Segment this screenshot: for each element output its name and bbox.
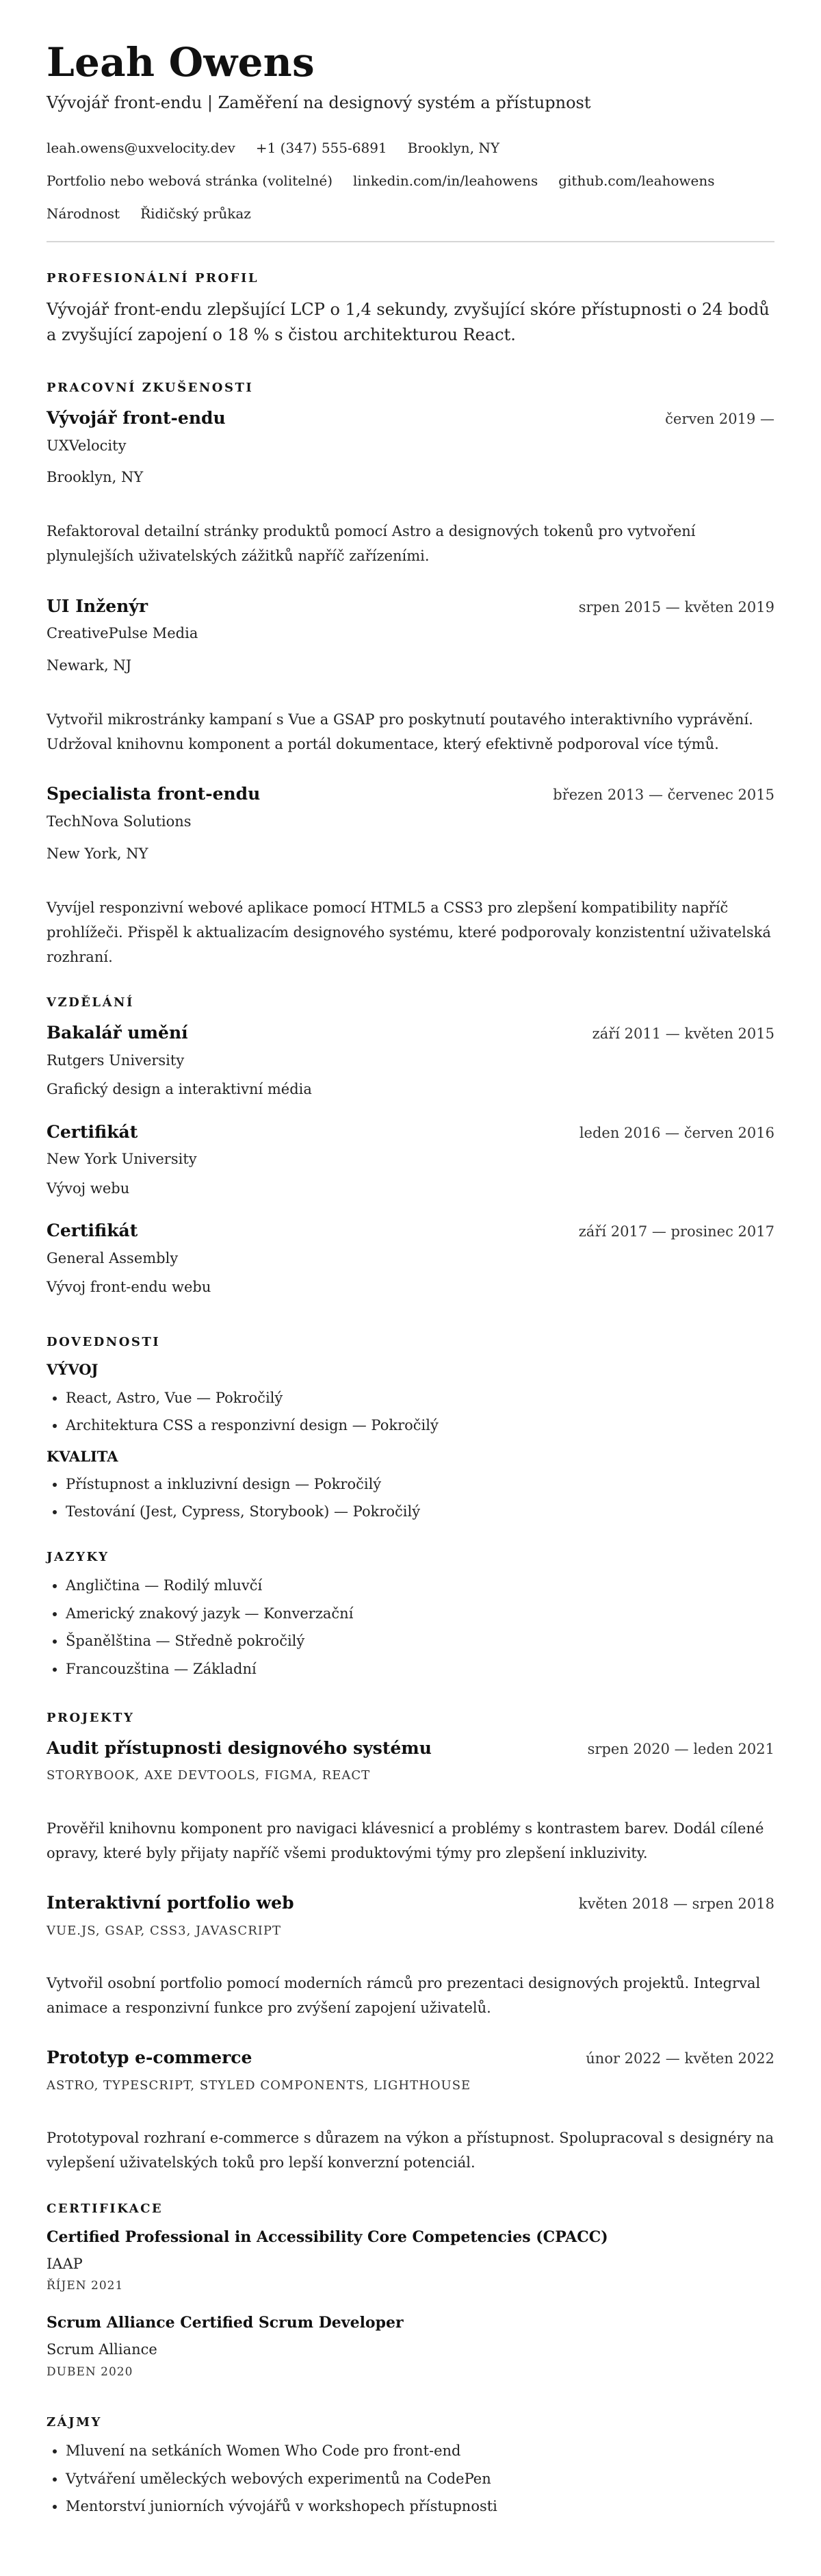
company-name: TechNova Solutions	[47, 813, 192, 830]
profile-summary: Vývojář front-endu zlepšující LCP o 1,4 sekundy, zvyšující skóre přístupnosti o 24 bodů a zvyšující zapojení o 18 % s čistou architekturou React.	[47, 299, 770, 344]
project-name: Interaktivní portfolio web	[47, 1893, 294, 1913]
skill-item: • Architektura CSS a responzivní design — Pokročilý	[66, 1415, 774, 1436]
school-name: New York University	[47, 1151, 197, 1168]
project-item	[47, 2046, 774, 2175]
driving-license-field: Řidičský průkaz	[140, 205, 251, 222]
education-item-head	[47, 1121, 774, 1144]
interest-list	[47, 2440, 774, 2516]
project-item	[47, 1737, 774, 1865]
education-dates: září 2011 — květen 2015	[592, 1025, 774, 1042]
education-dates: leden 2016 — červen 2016	[579, 1124, 774, 1141]
skill-item: • React, Astro, Vue — Pokročilý	[66, 1388, 774, 1408]
education-item	[47, 1121, 774, 1199]
experience-item-head	[47, 407, 774, 430]
projects-section-title: PROJEKTY	[47, 1711, 135, 1726]
experience-item-head	[47, 782, 774, 806]
interest-item: • Vytváření uměleckých webových experimentů na CodePen	[66, 2469, 774, 2489]
experience-section-title: PRACOVNÍ ZKUŠENOSTI	[47, 381, 254, 396]
job-dates: srpen 2015 — květen 2019	[578, 598, 774, 615]
project-item-head	[47, 2046, 774, 2069]
certification-item	[47, 2227, 774, 2293]
project-dates: únor 2022 — květen 2022	[586, 2050, 774, 2067]
job-description: Refaktoroval detailní stránky produktů pomocí Astro a designových tokenů pro vytvoření plynulejších uživatelských zážitků napříč zařízeními.	[47, 523, 696, 565]
certifications-section	[47, 2202, 774, 2380]
project-dates: květen 2018 — srpen 2018	[578, 1896, 774, 1912]
experience-section	[47, 381, 774, 969]
education-item	[47, 1219, 774, 1298]
certification-date: DUBEN 2020	[47, 2364, 133, 2379]
job-location: Brooklyn, NY	[47, 468, 144, 485]
certification-item	[47, 2312, 774, 2379]
skill-group	[47, 1360, 774, 1436]
email-link[interactable]: leah.owens@uxvelocity.dev	[47, 140, 235, 157]
project-description: Prověřil knihovnu komponent pro navigaci klávesnicí a problémy s kontrastem barev. Dodál cílené opravy, které byly přijaty napříč všemi produktovými týmy pro zlepšení inkluzivity.	[47, 1820, 764, 1861]
section-spacer	[47, 1318, 774, 1335]
degree-title: Certifikát	[47, 1121, 138, 1142]
study-field: Vývoj webu	[47, 1179, 130, 1197]
skill-item: • Testování (Jest, Cypress, Storybook) — Pokročilý	[66, 1501, 774, 1522]
profile-section	[47, 271, 774, 348]
profile-section-title: PROFESIONÁLNÍ PROFIL	[47, 271, 259, 286]
study-field: Grafický design a interaktivní média	[47, 1081, 312, 1098]
projects-section	[47, 1711, 774, 2175]
company-name: UXVelocity	[47, 437, 127, 454]
certification-issuer: Scrum Alliance	[47, 2341, 157, 2358]
phone-number: +1 (347) 555-6891	[255, 140, 387, 157]
skill-group-heading: VÝVOJ	[47, 1361, 99, 1379]
job-dates: červen 2019 —	[665, 410, 774, 427]
certification-date: ŘÍJEN 2021	[47, 2279, 124, 2293]
certification-name: Scrum Alliance Certified Scrum Developer	[47, 2314, 404, 2332]
education-dates: září 2017 — prosinec 2017	[578, 1223, 774, 1240]
language-item: • Francouzština — Základní	[66, 1659, 774, 1679]
section-spacer	[47, 1533, 774, 1550]
job-description: Vytvořil mikrostránky kampaní s Vue a GSAP pro poskytnutí poutavého interaktivního vyprávění. Udržoval knihovnu komponent a portál dokumentace, který efektivně podporoval více týmů.	[47, 711, 753, 753]
languages-section-title: JAZYKY	[47, 1549, 109, 1564]
language-list	[47, 1575, 774, 1679]
project-description: Vytvořil osobní portfolio pomocí moderních rámců pro prezentaci designových projektů. Integrval animace a responzivní funkce pro zvýšení zapojení uživatelů.	[47, 1975, 761, 2017]
resume-header	[47, 41, 774, 223]
school-name: General Assembly	[47, 1249, 179, 1266]
project-description: Prototypoval rozhraní e-commerce s důrazem na výkon a přístupnost. Spolupracoval s designéry na vylepšení uživatelských toků pro lepší konverzní potenciál.	[47, 2130, 774, 2171]
school-name: Rutgers University	[47, 1051, 185, 1069]
contact-row-links	[47, 171, 774, 190]
github-link[interactable]: github.com/leahowens	[558, 173, 715, 190]
job-title: Specialista front-endu	[47, 784, 261, 804]
skill-list	[47, 1388, 774, 1436]
project-item-head	[47, 1737, 774, 1760]
job-title: Vývojář front-endu	[47, 407, 226, 428]
education-item	[47, 1021, 774, 1100]
interests-section	[47, 2415, 774, 2517]
education-section-title: VZDĚLÁNÍ	[47, 995, 134, 1010]
job-location: New York, NY	[47, 845, 148, 862]
project-name: Prototyp e-commerce	[47, 2048, 252, 2068]
company-name: CreativePulse Media	[47, 625, 198, 642]
project-tech: STORYBOOK, AXE DEVTOOLS, FIGMA, REACT	[47, 1768, 371, 1783]
language-item: • Angličtina — Rodilý mluvčí	[66, 1575, 774, 1596]
skill-group	[47, 1447, 774, 1522]
header-divider	[47, 241, 774, 242]
contact-row-extra	[47, 204, 774, 223]
interest-item: • Mluvení na setkáních Women Who Code pro front-end	[66, 2440, 774, 2461]
skill-item: • Přístupnost a inkluzivní design — Pokročilý	[66, 1474, 774, 1494]
project-tech: VUE.JS, GSAP, CSS3, JAVASCRIPT	[47, 1923, 281, 1938]
location: Brooklyn, NY	[407, 140, 500, 157]
education-item-head	[47, 1219, 774, 1242]
degree-title: Certifikát	[47, 1221, 138, 1241]
certification-name: Certified Professional in Accessibility Core Competencies (CPACC)	[47, 2228, 608, 2247]
experience-item-head	[47, 595, 774, 618]
language-item: • Španělština — Středně pokročilý	[66, 1631, 774, 1651]
language-item: • Americký znakový jazyk — Konverzační	[66, 1603, 774, 1624]
interest-item: • Mentorství juniorních vývojářů v workshopech přístupnosti	[66, 2496, 774, 2516]
section-spacer	[47, 2399, 774, 2415]
education-item-head	[47, 1021, 774, 1045]
skills-section	[47, 1335, 774, 1522]
linkedin-link[interactable]: linkedin.com/in/leahowens	[353, 173, 538, 190]
section-spacer	[47, 1686, 774, 1711]
job-description: Vyvíjel responzivní webové aplikace pomocí HTML5 a CSS3 pro zlepšení kompatibility napříč prohlížeči. Přispěl k aktualizacím designového systému, které podporovaly konzistentní uživatelská rozhraní.	[47, 900, 771, 966]
candidate-headline: Vývojář front-endu | Zaměření na designový systém a přístupnost	[47, 92, 591, 112]
project-name: Audit přístupnosti designového systému	[47, 1737, 432, 1758]
interests-section-title: ZÁJMY	[47, 2414, 102, 2430]
nationality-field: Národnost	[47, 205, 120, 222]
project-dates: srpen 2020 — leden 2021	[587, 1740, 774, 1757]
certifications-section-title: CERTIFIKACE	[47, 2201, 164, 2216]
experience-item	[47, 782, 774, 969]
project-item	[47, 1891, 774, 2020]
experience-item	[47, 407, 774, 569]
skills-section-title: DOVEDNOSTI	[47, 1334, 161, 1349]
candidate-name: Leah Owens	[47, 39, 315, 86]
project-tech: ASTRO, TYPESCRIPT, STYLED COMPONENTS, LIGHTHOUSE	[47, 2078, 471, 2093]
portfolio-field: Portfolio nebo webová stránka (volitelné)	[47, 173, 333, 190]
job-dates: březen 2013 — červenec 2015	[553, 787, 774, 804]
project-item-head	[47, 1891, 774, 1915]
job-location: Newark, NJ	[47, 656, 132, 674]
job-title: UI Inženýr	[47, 596, 148, 616]
certification-issuer: IAAP	[47, 2255, 83, 2272]
skill-group-heading: KVALITA	[47, 1447, 118, 1465]
contact-row-primary	[47, 138, 774, 157]
study-field: Vývoj front-endu webu	[47, 1279, 211, 1296]
experience-item	[47, 595, 774, 757]
degree-title: Bakalář umění	[47, 1022, 188, 1043]
education-section	[47, 995, 774, 1297]
skill-list	[47, 1474, 774, 1522]
languages-section	[47, 1550, 774, 1679]
